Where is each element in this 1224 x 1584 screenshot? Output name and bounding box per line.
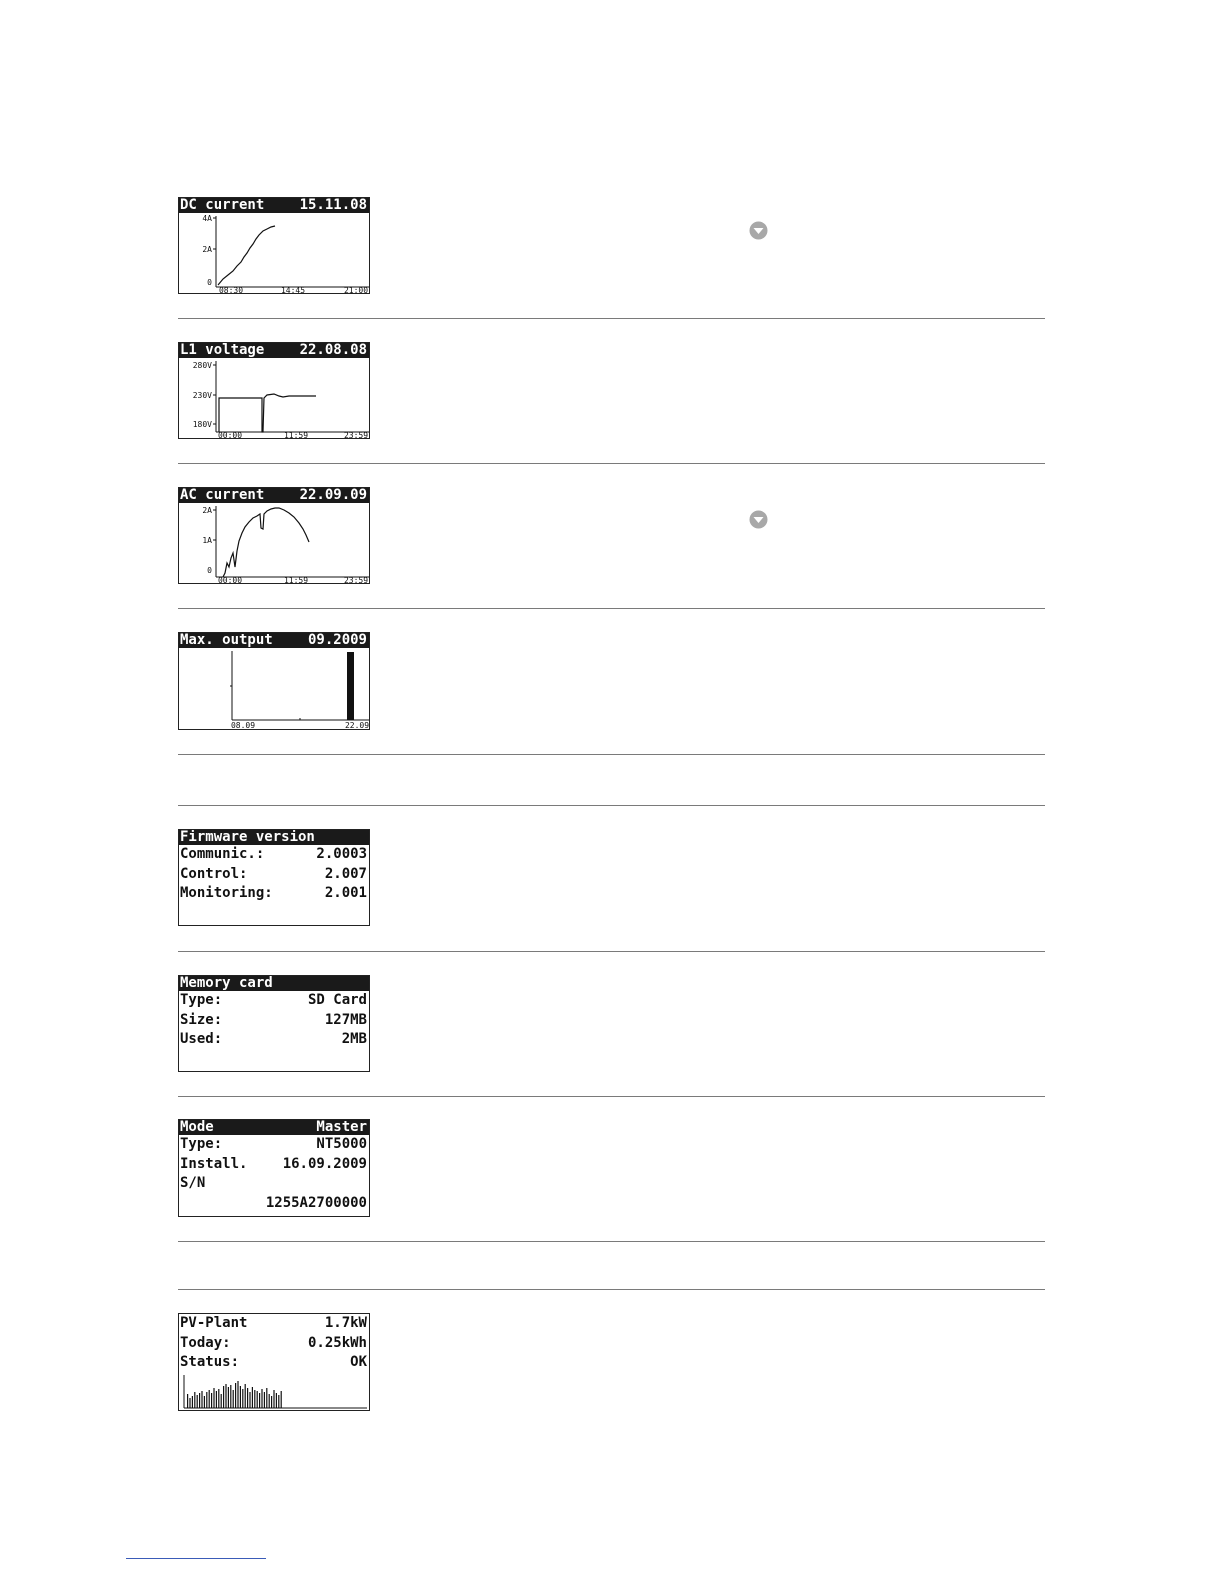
separator-rule [178,318,1045,319]
info-row [180,1135,367,1155]
pv-bar [261,1389,262,1408]
info-list [179,1314,369,1373]
lcd-header [179,830,369,845]
pv-bar-group [187,1381,282,1408]
pv-bar [233,1390,234,1408]
lcd-screen-mode [178,1119,370,1217]
y-tick-label: 280V [192,361,212,370]
pv-bar [209,1390,210,1408]
info-value: 1.7kW [324,1315,367,1331]
pv-bar [266,1388,267,1408]
pv-bar [211,1393,212,1408]
screen-title-value: Master [316,1119,367,1135]
separator-rule [178,1241,1045,1242]
pv-bar [242,1389,243,1408]
pv-bar [206,1392,207,1408]
x-tick-label: 14:45 [280,286,306,293]
dc-current-graph [179,213,369,293]
screen-title: AC current [180,487,265,503]
lcd-screen-dc-current [178,197,370,294]
y-tick-label: 2A [202,506,212,515]
pv-bar [189,1398,190,1408]
info-value: 127MB [324,1011,367,1028]
info-row [180,1334,367,1354]
screen-date: 22.08.08 [299,342,367,358]
info-row [180,884,367,904]
pv-bar [264,1392,265,1408]
pv-bar [259,1393,260,1408]
pv-bar [192,1396,193,1408]
ac-current-graph [179,503,369,583]
info-value: NT5000 [316,1136,367,1152]
info-row [180,1155,367,1175]
y-tick-label: 4A [202,214,212,223]
info-label: Control: [180,865,248,882]
pv-bar [278,1395,279,1408]
lcd-screen-pv-plant [178,1313,370,1411]
pv-bar [201,1391,202,1408]
screen-title: Mode [180,1119,214,1135]
info-row [180,1353,367,1373]
pv-bar [271,1396,272,1408]
y-tick-label: 2A [202,245,212,254]
info-row [180,1314,367,1334]
separator-rule [178,608,1045,609]
info-row [180,1030,367,1050]
info-label: Type: [180,1136,223,1152]
lcd-header [179,976,369,991]
pv-bar [230,1385,231,1408]
pv-bar [197,1395,198,1408]
info-value: 0.25kWh [307,1334,367,1351]
screen-title: Firmware version [180,829,315,845]
info-row [180,845,367,865]
pv-bar [281,1391,282,1408]
separator-rule [178,754,1045,755]
x-tick-label: 23:59 [343,431,369,438]
x-tick-label: 11:59 [283,431,309,438]
info-value: 2.007 [324,865,367,882]
info-label: PV-Plant [180,1315,248,1331]
pv-plant-bar-graph [179,1373,369,1410]
y-tick-label: 230V [192,391,212,400]
info-value: OK [350,1354,367,1370]
lcd-screen-max-output [178,632,370,730]
ac-current-trace [223,508,309,577]
l1-voltage-graph [179,358,369,438]
pv-bar [247,1388,248,1408]
info-row [180,1174,367,1194]
screen-title: Max. output [180,632,273,648]
pv-bar [225,1384,226,1408]
info-label: Communic.: [180,846,265,862]
pv-bar [276,1393,277,1408]
info-label: Monitoring: [180,885,273,901]
info-label: Used: [180,1031,223,1047]
info-value: 2.001 [324,885,367,901]
x-tick-label: 00:00 [217,576,243,583]
x-tick-label: 08.09 [230,721,256,729]
pv-bar [223,1386,224,1408]
info-label: S/N [180,1175,206,1191]
info-list [179,1135,369,1213]
pv-bar [221,1394,222,1408]
separator-rule [178,1289,1045,1290]
pv-bar [199,1393,200,1408]
dc-current-trace [218,226,275,285]
pv-bar [237,1381,238,1408]
info-list [179,845,369,904]
lcd-screen-firmware [178,829,370,926]
info-value: 2.0003 [316,846,367,862]
pv-bar [252,1387,253,1408]
max-output-graph [179,648,369,729]
lcd-header [179,633,369,648]
info-value: SD Card [307,992,367,1008]
chevron-down-circle-icon [749,221,768,240]
lcd-screen-ac-current [178,487,370,584]
pv-bar [228,1387,229,1408]
x-tick-label: 23:59 [343,576,369,583]
pv-bar [213,1388,214,1408]
pv-bar [249,1392,250,1408]
l1-voltage-trace [219,394,316,432]
lcd-header [179,1120,369,1135]
separator-rule [178,805,1045,806]
lcd-screen-memory-card [178,975,370,1072]
x-tick-label: 00:00 [217,431,243,438]
y-tick-label: 180V [192,420,212,429]
serial-number: 1255A2700000 [265,1194,367,1211]
pv-bar [218,1389,219,1408]
pv-bar [257,1391,258,1408]
footnote-rule [126,1558,266,1559]
lcd-header [179,488,369,503]
screen-title: Memory card [180,975,273,991]
pv-bar [269,1394,270,1408]
info-label: Install. [180,1155,248,1172]
x-tick-label: 11:59 [283,576,309,583]
screen-title: L1 voltage [180,342,265,358]
info-row [180,865,367,885]
y-tick-label: 0 [207,566,212,575]
pv-bar [245,1384,246,1408]
y-tick-label: 1A [202,536,212,545]
screen-date: 15.11.08 [299,197,367,213]
lcd-header [179,198,369,213]
y-tick-label: 0 [207,278,212,287]
pv-bar [216,1391,217,1408]
info-label: Size: [180,1011,223,1028]
pv-bar [240,1386,241,1408]
info-value: 2MB [341,1031,367,1047]
screen-title: DC current [180,197,265,213]
pv-bar [254,1390,255,1408]
pv-bar [204,1396,205,1408]
info-value: 16.09.2009 [282,1155,367,1172]
x-tick-label: 22.09 [344,721,369,729]
x-tick-label: 08:30 [218,286,244,293]
info-label: Today: [180,1334,231,1351]
info-list [179,991,369,1050]
separator-rule [178,1096,1045,1097]
pv-bar [187,1394,188,1408]
info-label: Status: [180,1354,240,1370]
info-label: Type: [180,992,223,1008]
chevron-down-circle-icon [749,510,768,529]
output-bar [347,652,354,720]
info-row [180,991,367,1011]
pv-bar [235,1383,236,1408]
separator-rule [178,463,1045,464]
separator-rule [178,951,1045,952]
pv-bar [273,1390,274,1408]
info-row [180,1194,367,1214]
screen-date: 09.2009 [307,632,367,648]
screen-date: 22.09.09 [299,487,367,503]
info-row [180,1011,367,1031]
lcd-header [179,343,369,358]
pv-bar [194,1392,195,1408]
lcd-screen-l1-voltage [178,342,370,439]
x-tick-label: 21:00 [343,286,369,293]
